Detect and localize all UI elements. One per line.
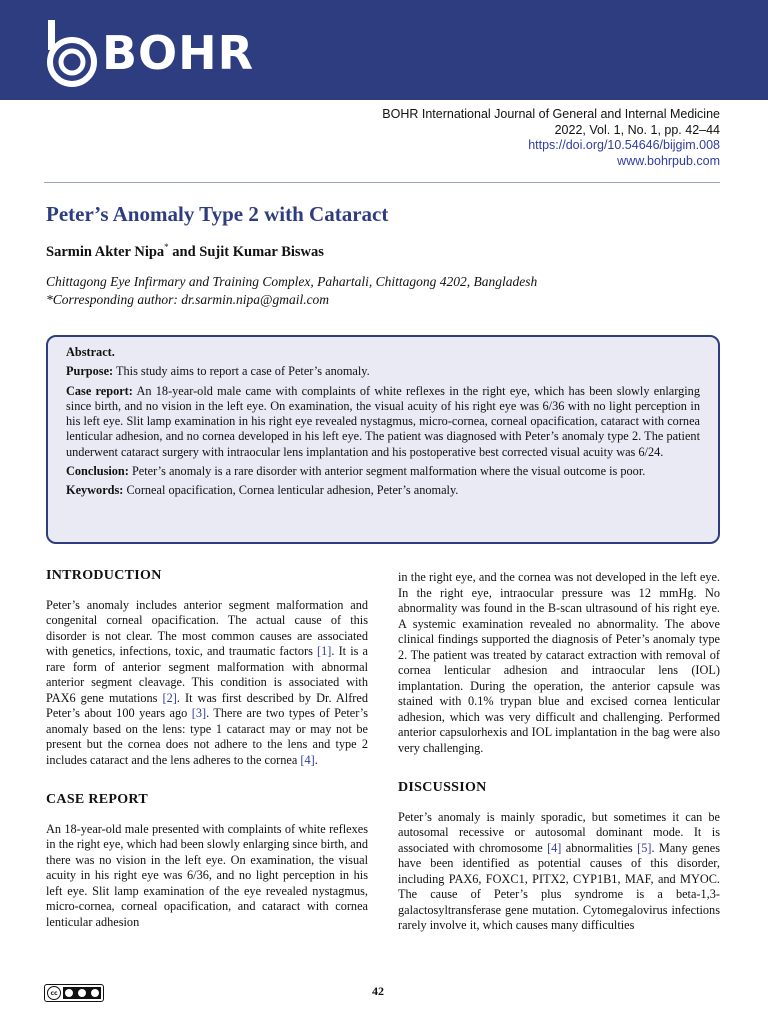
section-gap [398,756,720,780]
introduction-paragraph: Peter’s anomaly includes anterior segment malformation and congenital corneal opacification. The actual cause of this disorder is not clear. The most common causes are associated with genetics, infections, toxic, and traumatic factors [1]. It is a rare form of anterior segment malformation with abnormal anterior segment cleavage. This condition is associated with PAX6 gene mutations [2]. It was first described by Dr. Alfred Peter’s about 100 years ago [3]. There are two types of Peter’s anomaly based on the lens: type 1 cataract may or may not be present but the cornea does not adhere to the lens and type 2 includes cataract and the lens adheres to the cornea [4]. [46,597,368,767]
case-report-continued: in the right eye, and the cornea was not developed in the left eye. In the right eye, intraocular pressure was 12 mmHg. No abnormality was found in the B-scan ultrasound of his right eye. A systemic examination revealed no abnormality. The above clinical findings supported the diagnosis of Peter’s anomaly type 2. The patient was treated by cataract extraction with removal of cornea lenticular adhesion and intraocular lens (IOL) implantation. During the operation, the anterior capsule was stained with 0.1% trypan blue and excised cornea lenticular adhesion, which was very difficult and challenging. Performed anterior capsulorhexis and IOL implantation in the bag were also very challenging. [398,570,720,755]
website-link[interactable]: www.bohrpub.com [617,153,720,168]
journal-info [382,107,720,169]
nd-icon [91,989,99,997]
section-heading-introduction: INTRODUCTION [46,568,162,583]
section-heading-case-report: CASE REPORT [46,792,148,807]
affiliation-block [46,273,537,309]
nc-icon [78,989,86,997]
header-banner [0,0,768,100]
citation-link[interactable]: [1] [317,644,332,658]
by-icon [65,989,73,997]
column-right [398,570,720,934]
affiliation: Chittagong Eye Infirmary and Training Complex, Pahartali, Chittagong 4202, Bangladesh [46,274,538,289]
section-gap [46,768,368,792]
author-rest: and Sujit Kumar Biswas [168,243,324,260]
author-first: Sarmin Akter Nipa [46,243,165,260]
journal-name: BOHR International Journal of General and Internal Medicine [382,107,720,121]
bohr-logo-icon [44,18,100,88]
doi-link[interactable]: https://doi.org/10.54646/bijgim.008 [528,138,720,152]
case-report-paragraph: An 18-year-old male presented with complaints of white reflexes in the right eye, which had been slowly enlarging since birth, and there was no vision in the left eye. On examination, the visual acuity in his right eye was 6/36, and no light perception in his left eye. Slit lamp examination of the eye revealed nystagmus, micro-cornea, corneal opacification, and cataract with cornea lenticular adhesion [46,821,368,929]
abstract-purpose: Purpose: This study aims to report a case of Peter’s anomaly. [66,364,370,379]
corresponding-author: *Corresponding author: dr.sarmin.nipa@gmail.com [46,292,330,307]
citation-link[interactable]: [5] [637,840,652,855]
cc-icon: cc [47,986,61,1000]
abstract-box [46,335,720,544]
citation-link[interactable]: [4] [547,840,562,855]
citation-link[interactable]: [3] [191,706,207,720]
abstract-keywords: Keywords: Corneal opacification, Cornea lenticular adhesion, Peter’s anomaly. [66,483,459,498]
header-divider [44,182,720,183]
abstract-conclusion: Conclusion: Peter’s anomaly is a rare disorder with anterior segment malformation where the visual outcome is poor. [66,464,646,479]
author-list [46,242,324,261]
page-number: 42 [372,984,384,998]
corresponding-mark: * [164,242,169,252]
discussion-paragraph: Peter’s anomaly is mainly sporadic, but sometimes it can be autosomal recessive or autosomal dominant mode. It is associated with chromosome [4] abnormalities [5]. Many genes have been identified as potential causes of this disorder, including PAX6, FOXC1, PITX2, CYP1B1, MAF, and MYOC. The cause of Peter’s plus syndrome is a beta-1,3-galactosyltransferase gene mutation. Cytomegalovirus infections rarely involve it, which causes many difficulties [398,809,720,932]
citation-link[interactable]: [2] [162,690,177,705]
abstract-heading: Abstract. [66,345,115,359]
citation-link[interactable]: [4] [300,752,315,767]
abstract-case-report: Case report: An 18-year-old male came with complaints of white reflexes in the right eye, which has been slowly enlarging since birth, and no vision in the left eye. On examination, the visual acuity of his right eye was 6/36 with no light perception in his left eye. Slit lamp examination in his right eye revealed nystagmus, micro-cornea, corneal opacification, cataract with cornea lenticular adhesion, and no cornea developed in his left eye. The patient was diagnosed with Peter’s anomaly type 2. The patient underwent cataract surgery with intraocular lens implantation and his postoperative best corrected visual acuity was 6/24. [66,383,700,459]
brand-name: BOHR [102,26,255,80]
section-heading-discussion: DISCUSSION [398,780,487,795]
column-left [46,568,368,930]
article-title: Peter’s Anomaly Type 2 with Cataract [46,202,389,226]
bohr-logo[interactable] [44,18,254,88]
creative-commons-badge[interactable] [44,984,104,1002]
license-icons [63,987,101,999]
volume-line: 2022, Vol. 1, No. 1, pp. 42–44 [554,122,720,137]
